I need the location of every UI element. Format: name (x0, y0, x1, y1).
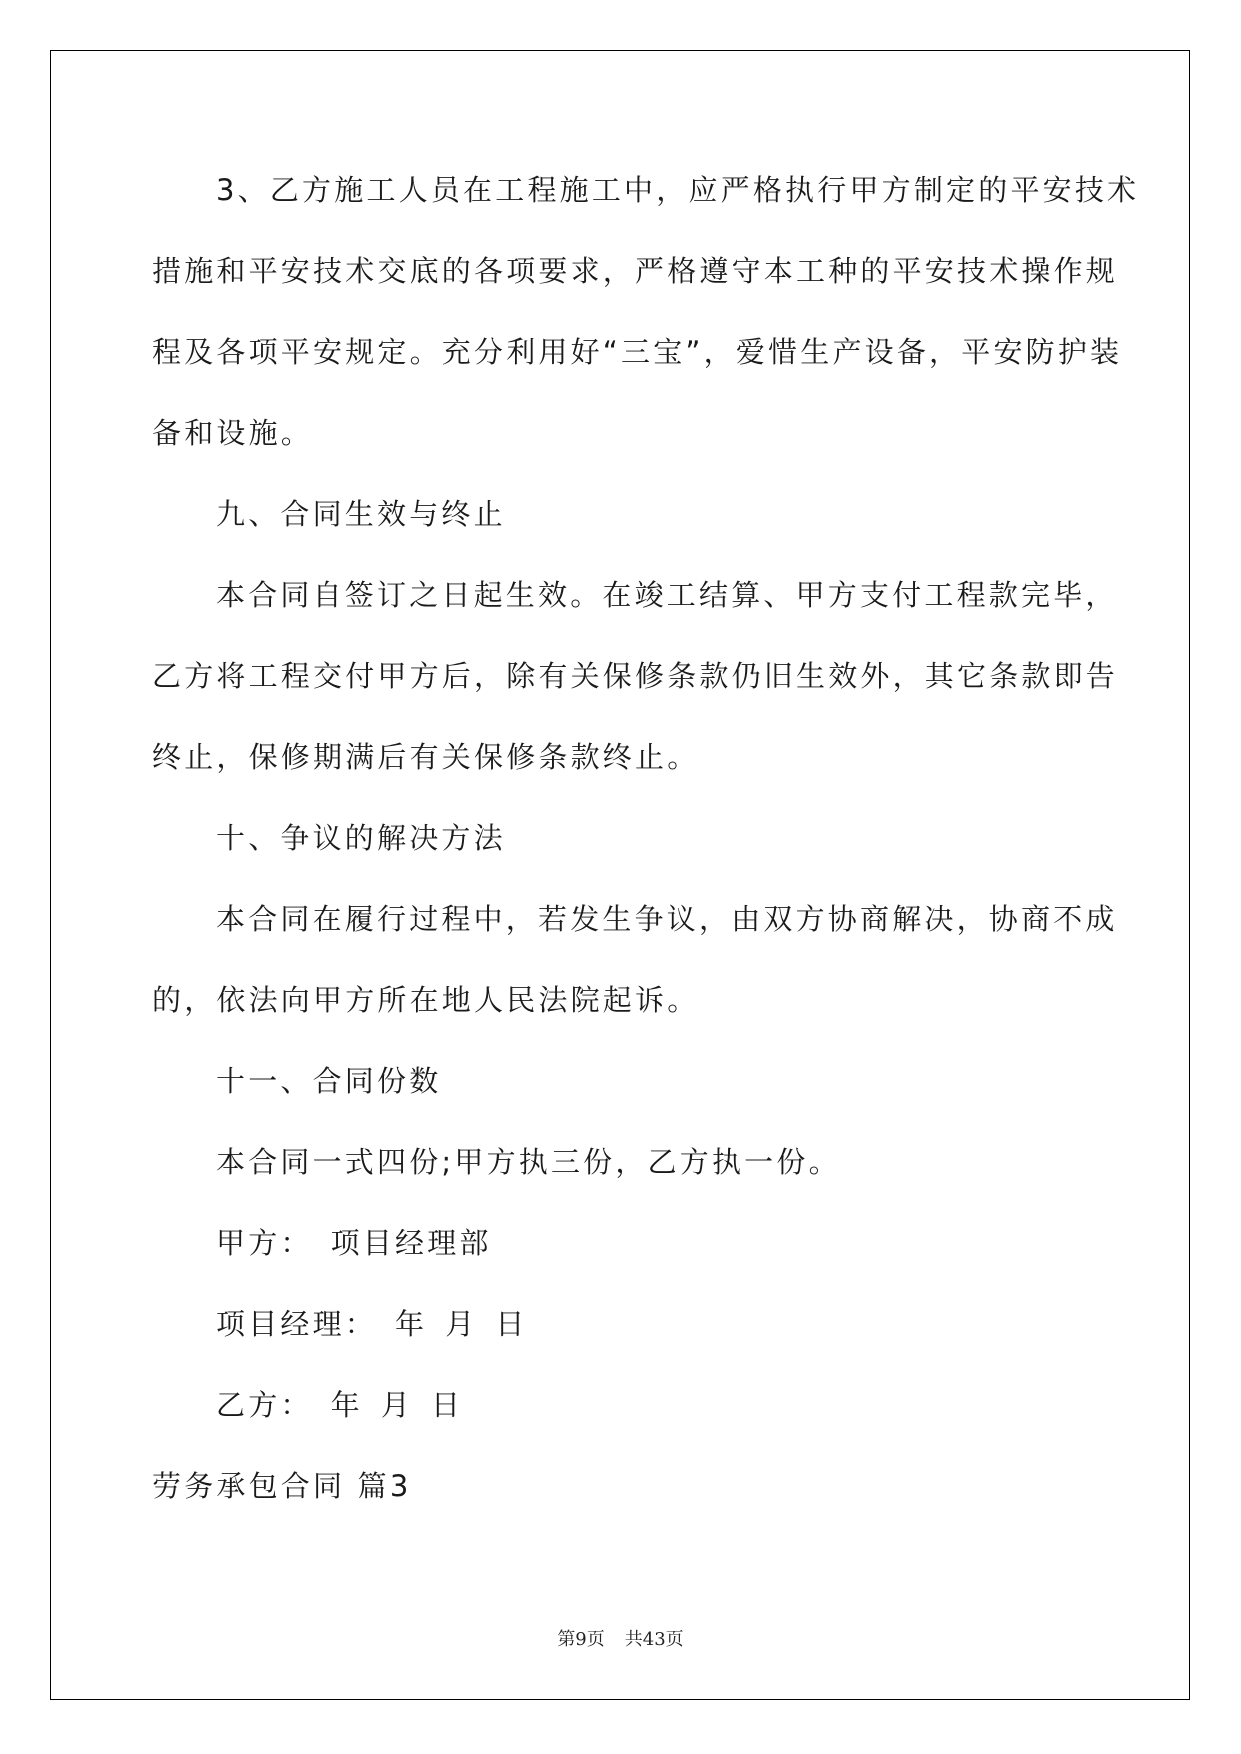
paragraph-line: 本合同一式四份;甲方执三份，乙方执一份。 (216, 1145, 841, 1179)
manager-signature-line (152, 1304, 1092, 1344)
section-heading: 十、争议的解决方法 (216, 821, 506, 855)
paragraph-line: 的，依法向甲方所在地人民法院起诉。 (152, 983, 700, 1017)
manager-label: 项目经理： (216, 1307, 378, 1341)
paragraph-line: 程及各项平安规定。充分利用好“三宝”，爱惜生产设备，平安防护装 (152, 335, 1123, 369)
paragraph-line: 措施和平安技术交底的各项要求，严格遵守本工种的平安技术操作规 (152, 254, 1119, 288)
paragraph-line: 本合同自签订之日起生效。在竣工结算、甲方支付工程款完毕， (216, 578, 1118, 612)
next-section-title: 劳务承包合同 篇3 (152, 1469, 412, 1503)
paragraph-line: 终止，保修期满后有关保修条款终止。 (152, 740, 700, 774)
page-footer (0, 1625, 1241, 1651)
paragraph-line: 乙方将工程交付甲方后，除有关保修条款仍旧生效外，其它条款即告 (152, 659, 1119, 693)
document-body (152, 170, 1140, 1547)
party-b-day: 日 (431, 1388, 464, 1422)
manager-year: 年 (395, 1307, 428, 1341)
manager-day: 日 (495, 1307, 528, 1341)
party-b-signature-line (152, 1385, 1092, 1425)
party-b-year: 年 (330, 1388, 363, 1422)
section-heading: 十一、合同份数 (216, 1064, 442, 1098)
party-a-value: 项目经理部 (330, 1226, 492, 1260)
paragraph-line: 本合同在履行过程中，若发生争议，由双方协商解决，协商不成 (216, 902, 1118, 936)
page-number: 第9页 (557, 1629, 605, 1650)
manager-month: 月 (445, 1307, 478, 1341)
paragraph-line: 3、乙方施工人员在工程施工中，应严格执行甲方制定的平安技术 (216, 173, 1140, 207)
paragraph-line: 备和设施。 (152, 416, 314, 450)
party-b-label: 乙方： (216, 1388, 313, 1422)
party-b-month: 月 (380, 1388, 414, 1422)
party-a-label: 甲方： (216, 1226, 313, 1260)
party-a-signature-line (152, 1223, 1092, 1263)
page-total: 共43页 (624, 1629, 684, 1650)
section-heading: 九、合同生效与终止 (216, 497, 506, 531)
